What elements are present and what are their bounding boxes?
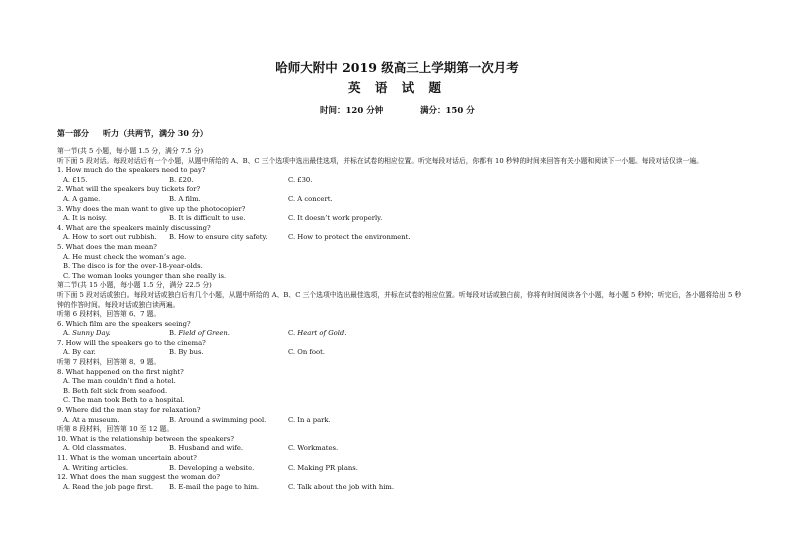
option-text: Field of Green.	[178, 329, 230, 338]
material-7-note: 听第 7 段材料，回答第 8、9 题。	[57, 358, 161, 367]
question-1-options	[57, 176, 747, 186]
option-a: A. Writing articles.	[63, 463, 128, 472]
question-4: 4. What are the speakers mainly discussing?	[57, 223, 211, 232]
option-a: A. It is noisy.	[63, 214, 107, 223]
option-c: C. Talk about the job with him.	[288, 482, 394, 491]
question-6: 6. Which film are the speakers seeing?	[57, 319, 191, 328]
option-b: B. Husband and wife.	[169, 444, 244, 453]
material-6-note: 听第 6 段材料，回答第 6、7 题。	[57, 310, 161, 319]
option-b	[169, 329, 230, 339]
section2-instructions: 听下面 5 段对话或独白。每段对话或独白后有几个小题，从题中所给的 A、B、C 三个选项中选出最佳选项，并标在试卷的相应位置。听每段对话或独白前，你将有时间阅读各个小题，每小题 5 秒钟；听完后，各小题将给出 5 秒钟的作答时间。每段对话或独白读两遍。	[57, 290, 742, 309]
part-title: 听力（共两节，满分 30 分）	[103, 128, 208, 138]
option-letter: A.	[63, 329, 73, 338]
option-c: C. £30.	[288, 175, 313, 184]
material-8-note: 听第 8 段材料，回答第 10 至 12 题。	[57, 425, 174, 434]
question-1: 1. How much do the speakers need to pay?	[57, 166, 206, 175]
option-b: B. It is difficult to use.	[169, 214, 246, 223]
option-c: C. How to protect the environment.	[288, 233, 411, 242]
question-11-options	[57, 464, 747, 474]
option-c: C. The man took Beth to a hospital.	[63, 396, 185, 405]
option-a: A. At a museum.	[63, 415, 120, 424]
option-b: B. E-mail the page to him.	[169, 482, 260, 491]
question-9-options	[57, 416, 747, 426]
question-12: 12. What does the man suggest the woman do?	[57, 473, 221, 482]
question-12-options	[57, 483, 747, 493]
time-limit: 时间：120 分钟	[320, 106, 384, 116]
option-c: C. Making PR plans.	[288, 463, 358, 472]
option-b: B. A film.	[169, 194, 201, 203]
part-heading	[57, 128, 208, 139]
option-text: Sunny Day.	[72, 329, 111, 338]
question-7: 7. How will the speakers go to the cinema?	[57, 338, 206, 347]
question-8-option-b	[57, 387, 747, 397]
option-c: C. Workmates.	[288, 444, 339, 453]
part-label: 第一部分	[57, 128, 89, 138]
option-c: C. It doesn’t work properly.	[288, 214, 383, 223]
exam-title: 哈师大附中 2019 级高三上学期第一次月考	[275, 60, 519, 75]
option-a: A. £15.	[63, 175, 88, 184]
question-8-option-c	[57, 396, 747, 406]
option-b: B. £20.	[169, 175, 194, 184]
exam-body	[57, 147, 747, 492]
question-11: 11. What is the woman uncertain about?	[57, 454, 197, 462]
option-letter: C.	[288, 329, 298, 338]
question-5-option-c	[57, 272, 747, 282]
option-a: A. How to sort out rubbish.	[63, 233, 157, 242]
option-c: C. In a park.	[288, 415, 331, 424]
option-a: A. A game.	[63, 194, 101, 203]
section1-instructions: 听下面 5 段对话。每段对话后有一个小题，从题中所给的 A、B、C 三个选项中选出最佳选项，并标在试卷的相应位置。听完每段对话后，你都有 10 秒钟的时间来回答有关小题和阅读下一小题。每段对话仅读一遍。	[57, 156, 703, 165]
option-a: A. By car.	[63, 348, 96, 357]
question-5: 5. What does the man mean?	[57, 242, 157, 251]
option-a: A. He must check the woman’s age.	[63, 252, 187, 261]
option-text: Heart of Gold.	[297, 329, 347, 338]
option-c: C. The woman looks younger than she really is.	[63, 271, 227, 280]
question-6-options	[57, 329, 747, 339]
option-b: B. Beth felt sick from seafood.	[63, 386, 168, 395]
question-5-option-b	[57, 262, 747, 272]
question-2: 2. What will the speakers buy tickets for?	[57, 185, 201, 194]
question-5-option-a	[57, 253, 747, 263]
option-b: B. How to ensure city safety.	[169, 233, 268, 242]
full-score: 满分：150 分	[420, 106, 475, 116]
question-3: 3. Why does the man want to give up the photocopier?	[57, 204, 246, 213]
question-7-options	[57, 348, 747, 358]
option-b: B. Developing a website.	[169, 463, 255, 472]
question-10: 10. What is the relationship between the speakers?	[57, 434, 235, 443]
section1-heading: 第一节(共 5 小题，每小题 1.5 分，满分 7.5 分)	[57, 147, 204, 155]
question-2-options	[57, 195, 747, 205]
option-b: B. By bus.	[169, 348, 204, 357]
question-3-options	[57, 214, 747, 224]
option-c	[288, 329, 346, 339]
option-letter: B.	[169, 329, 179, 338]
option-a: A. Old classmates.	[63, 444, 127, 453]
option-c: C. On foot.	[288, 348, 325, 357]
question-10-options	[57, 444, 747, 454]
question-8-option-a	[57, 377, 747, 387]
option-a: A. The man couldn’t find a hotel.	[63, 377, 176, 386]
question-9: 9. Where did the man stay for relaxation?	[57, 406, 201, 415]
time-score-line	[320, 104, 475, 116]
option-b: B. Around a swimming pool.	[169, 415, 267, 424]
option-b: B. The disco is for the over-18-year-olds.	[63, 262, 203, 271]
question-4-options	[57, 233, 747, 243]
option-c: C. A concert.	[288, 194, 333, 203]
exam-subtitle: 英 语 试 题	[347, 80, 447, 95]
option-a: A. Read the job page first.	[63, 482, 154, 491]
section2-heading: 第二节(共 15 小题，每小题 1.5 分，满分 22.5 分)	[57, 281, 212, 290]
option-a	[63, 329, 111, 339]
question-8: 8. What happened on the first night?	[57, 367, 184, 376]
